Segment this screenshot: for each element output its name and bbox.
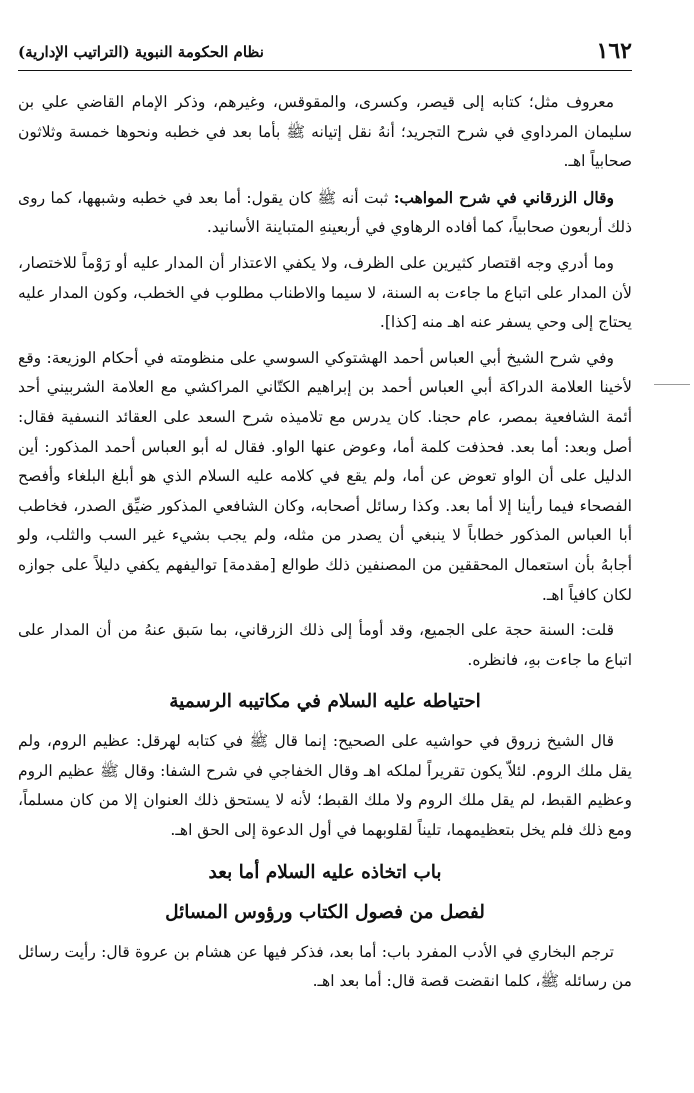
paragraph <box>18 183 632 243</box>
page-header <box>18 36 632 71</box>
paragraph <box>18 616 632 675</box>
paragraph <box>18 727 632 845</box>
body-text <box>18 88 632 1003</box>
section-heading: احتياطه عليه السلام في مكاتيبه الرسمية <box>169 691 481 713</box>
paragraph <box>18 344 632 610</box>
paragraph-text: معروف مثل؛ كتابه إلى قيصر، وكسرى، والمقوقس، وغيرهم، وذكر الإمام القاضي علي بن سليمان المرداوي في شرح التجريد؛ أنهُ نقل إتيانه ﷺ بأما بعد في خطبه ونحوها خمسة وثلاثون صحابياً اهـ. <box>18 93 632 171</box>
margin-mark <box>654 384 690 385</box>
paragraph-lead: وقال الزرقاني في شرح المواهب: <box>393 187 614 207</box>
paragraph-text: ثبت أنه ﷺ كان يقول: أما بعد في خطبه وشبهها، كما روى ذلك أربعون صحابياً، كما أفاده الرهاوي في أربعينهِ المتباينة الأسانيد. <box>18 188 632 237</box>
paragraph-text: قلت: السنة حجة على الجميع، وقد أومأ إلى ذلك الزرقاني، بما سَبق عنهُ من أن المدار على اتباع ما جاءت بهِ، فانظره. <box>18 621 632 669</box>
paragraph-text: ترجم البخاري في الأدب المفرد باب: أما بعد، فذكر فيها عن هشام بن عروة قال: رأيت رسائل من رسائله ﷺ، كلما انقضت قصة قال: أما بعد اهـ. <box>18 942 632 991</box>
paragraph-text: وما أدري وجه اقتصار كثيرين على الظرف، ولا يكفي الاعتذار أن المدار عليه أو رَوْماً للاختصار، لأن المدار على اتباع ما جاءت به السنة، لا سيما والاطناب مطلوب في الخطب، وكون المدار عليه يحتاج إلى وحي يسفر عنه اهـ منه [كذا]. <box>18 253 632 332</box>
paragraph <box>18 938 632 997</box>
paragraph-text: قال الشيخ زروق في حواشيه على الصحيح: إنما قال ﷺ في كتابه لهرقل: عظيم الروم، ولم يقل ملك الروم. لئلاّ يكون تقريراً لملكه اهـ وقال الخفاجي في شرح الشفا: وقال ﷺ عظيم الروم وعظيم القبط، لم يقل ملك الروم ولا ملك القبط؛ لأنه لا يستحق ذلك العنوان إلا من كان مسلماً، ومع ذلك فلم يخل بتعظيمهما، تليناً لقلوبهما في أول الدعوة إلى الحق اهـ. <box>18 732 632 840</box>
paragraph <box>18 88 632 177</box>
chapter-heading <box>18 858 632 928</box>
chapter-heading-line: لفصل من فصول الكتاب ورؤوس المسائل <box>165 901 485 923</box>
running-title: نظام الحكومة النبوية (التراتيب الإدارية) <box>18 43 264 61</box>
paragraph <box>18 249 632 338</box>
page-number: ١٦٢ <box>596 38 632 64</box>
paragraph-text: وفي شرح الشيخ أبي العباس أحمد الهشتوكي السوسي على منظومته في أحكام الوزيعة: وقع لأخينا العلامة الدراكة أبي العباس أحمد بن إبراهيم الكتّاني المراكشي مع العلامة الشربيني أحد أئمة الشافعية بمصر، عام حجنا. كان يدرس مع تلاميذه شرح السعد على العقائد النسفية فقال: أصل وبعد: أما بعد. فحذفت كلمة أما، وعوض عنها الواو. فقال له أبو العباس أحمد المذكور: أين الدليل على أن الواو تعوض عن أما، ولم يقع في كلامه عليه السلام الذي هو أبلغ البلغاء وأفصح الفصحاء فيما رأينا إلا أما بعد. وكذا رسائل أصحابه، وكان الشافعي المذكور ضيِّق الصدر، فخاطب أبا العباس المذكور خطاباً لا ينبغي أن يصدر من مثله، ولم يجب بشيء غير السب والثلب، ولو أجابهُ بأن استعمال المحققين من المصنفين ذلك طوالع [مقدمة] تواليفهم يكفي دليلاً على جوازه لكان كافياً اهـ. <box>18 348 632 604</box>
chapter-heading-line: باب اتخاذه عليه السلام أما بعد <box>208 861 442 883</box>
